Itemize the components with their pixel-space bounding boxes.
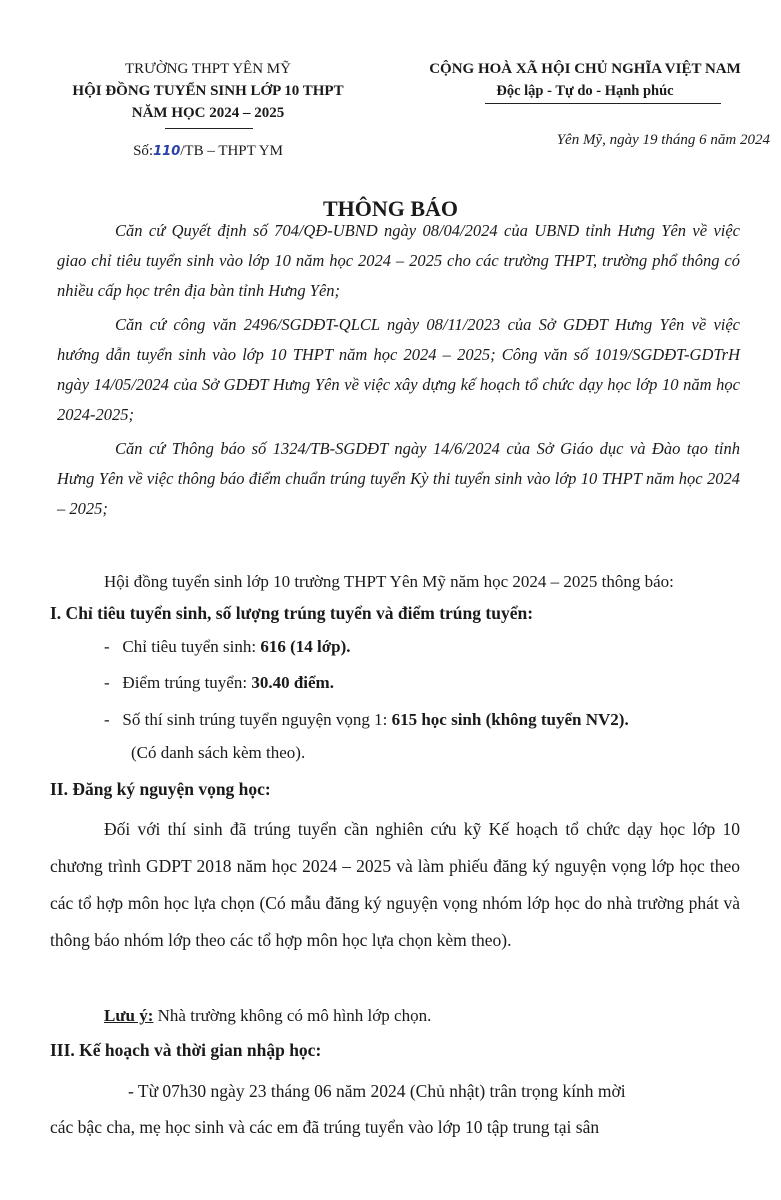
list-item: - Chỉ tiêu tuyển sinh: 616 (14 lớp). (104, 637, 351, 656)
page-title: THÔNG BÁO (322, 196, 459, 221)
section-3-line: - Từ 07h30 ngày 23 tháng 06 năm 2024 (Chủ nhật) trân trọng kính mời (128, 1081, 626, 1101)
school-name: TRƯỜNG THPT YÊN MỸ (125, 61, 291, 77)
header-right (400, 58, 770, 102)
preamble-paragraph: Căn cứ công văn 2496/SGDĐT-QLCL ngày 08/11/2023 của Sở GDĐT Hưng Yên về việc hướng dẫn tuyển sinh vào lớp 10 THPT năm học 2024 – 2025; Công văn số 1019/SGDĐT-GDTrH ngày 14/05/2024 của Sở GDĐT Hưng Yên về việc xây dựng kế hoạch tổ chức dạy học lớp 10 năm học 2024-2025; (57, 315, 740, 424)
preamble (57, 216, 740, 524)
list-item: - Điểm trúng tuyển: 30.40 điểm. (104, 673, 334, 692)
nation-title: CỘNG HOÀ XÃ HỘI CHỦ NGHĨA VIỆT NAM (429, 61, 741, 77)
header-left (40, 58, 376, 124)
section-3-line: các bậc cha, mẹ học sinh và các em đã trúng tuyển vào lớp 10 tập trung tại sân (50, 1117, 600, 1137)
intro-line: Hội đồng tuyển sinh lớp 10 trường THPT Yên Mỹ năm học 2024 – 2025 thông báo: (104, 572, 674, 591)
section-1-heading: I. Chỉ tiêu tuyển sinh, số lượng trúng tuyển và điểm trúng tuyển: (50, 603, 534, 623)
handwritten-number: 110 (153, 144, 181, 159)
council-name: HỘI ĐỒNG TUYỂN SINH LỚP 10 THPT (72, 83, 344, 99)
header-left-rule (165, 128, 253, 129)
note-label: Lưu ý: (104, 1006, 154, 1025)
motto: Độc lập - Tự do - Hạnh phúc (496, 83, 674, 99)
document-number: Số:110/TB – THPT YM (133, 143, 283, 159)
section-3-heading: III. Kế hoạch và thời gian nhập học: (50, 1040, 322, 1060)
section-2-body: Đối với thí sinh đã trúng tuyển cần nghiên cứu kỹ Kế hoạch tổ chức dạy học lớp 10 chương trình GDPT 2018 năm học 2024 – 2025 và làm phiếu đăng ký nguyện vọng lớp học theo các tổ hợp môn học lựa chọn (Có mẫu đăng ký nguyện vọng nhóm lớp học do nhà trường phát và thông báo nhóm lớp theo các tổ hợp môn học lựa chọn kèm theo). (50, 819, 740, 950)
section-2-note: Lưu ý: Nhà trường không có mô hình lớp chọn. (104, 1006, 432, 1025)
section-1-note: (Có danh sách kèm theo). (131, 743, 306, 762)
preamble-paragraph: Căn cứ Quyết định số 704/QĐ-UBND ngày 08/04/2024 của UBND tỉnh Hưng Yên về việc giao chỉ tiêu tuyển sinh vào lớp 10 năm học 2024 – 2025 cho các trường THPT, trường phổ thông có nhiều cấp học trên địa bàn tỉnh Hưng Yên; (57, 221, 740, 300)
school-year: NĂM HỌC 2024 – 2025 (131, 105, 285, 121)
section-2-heading: II. Đăng ký nguyện vọng học: (50, 779, 271, 799)
header-right-rule (485, 103, 721, 104)
list-item: - Số thí sinh trúng tuyển nguyện vọng 1: 615 học sinh (không tuyển NV2). (104, 710, 629, 729)
preamble-paragraph: Căn cứ Thông báo số 1324/TB-SGDĐT ngày 14/6/2024 của Sở Giáo dục và Đào tạo tỉnh Hưng Yên về việc thông báo điểm chuẩn trúng tuyển Kỳ thi tuyển sinh vào lớp 10 THPT năm học 2024 – 2025; (57, 439, 740, 518)
place-date: Yên Mỹ, ngày 19 tháng 6 năm 2024 (556, 132, 770, 148)
